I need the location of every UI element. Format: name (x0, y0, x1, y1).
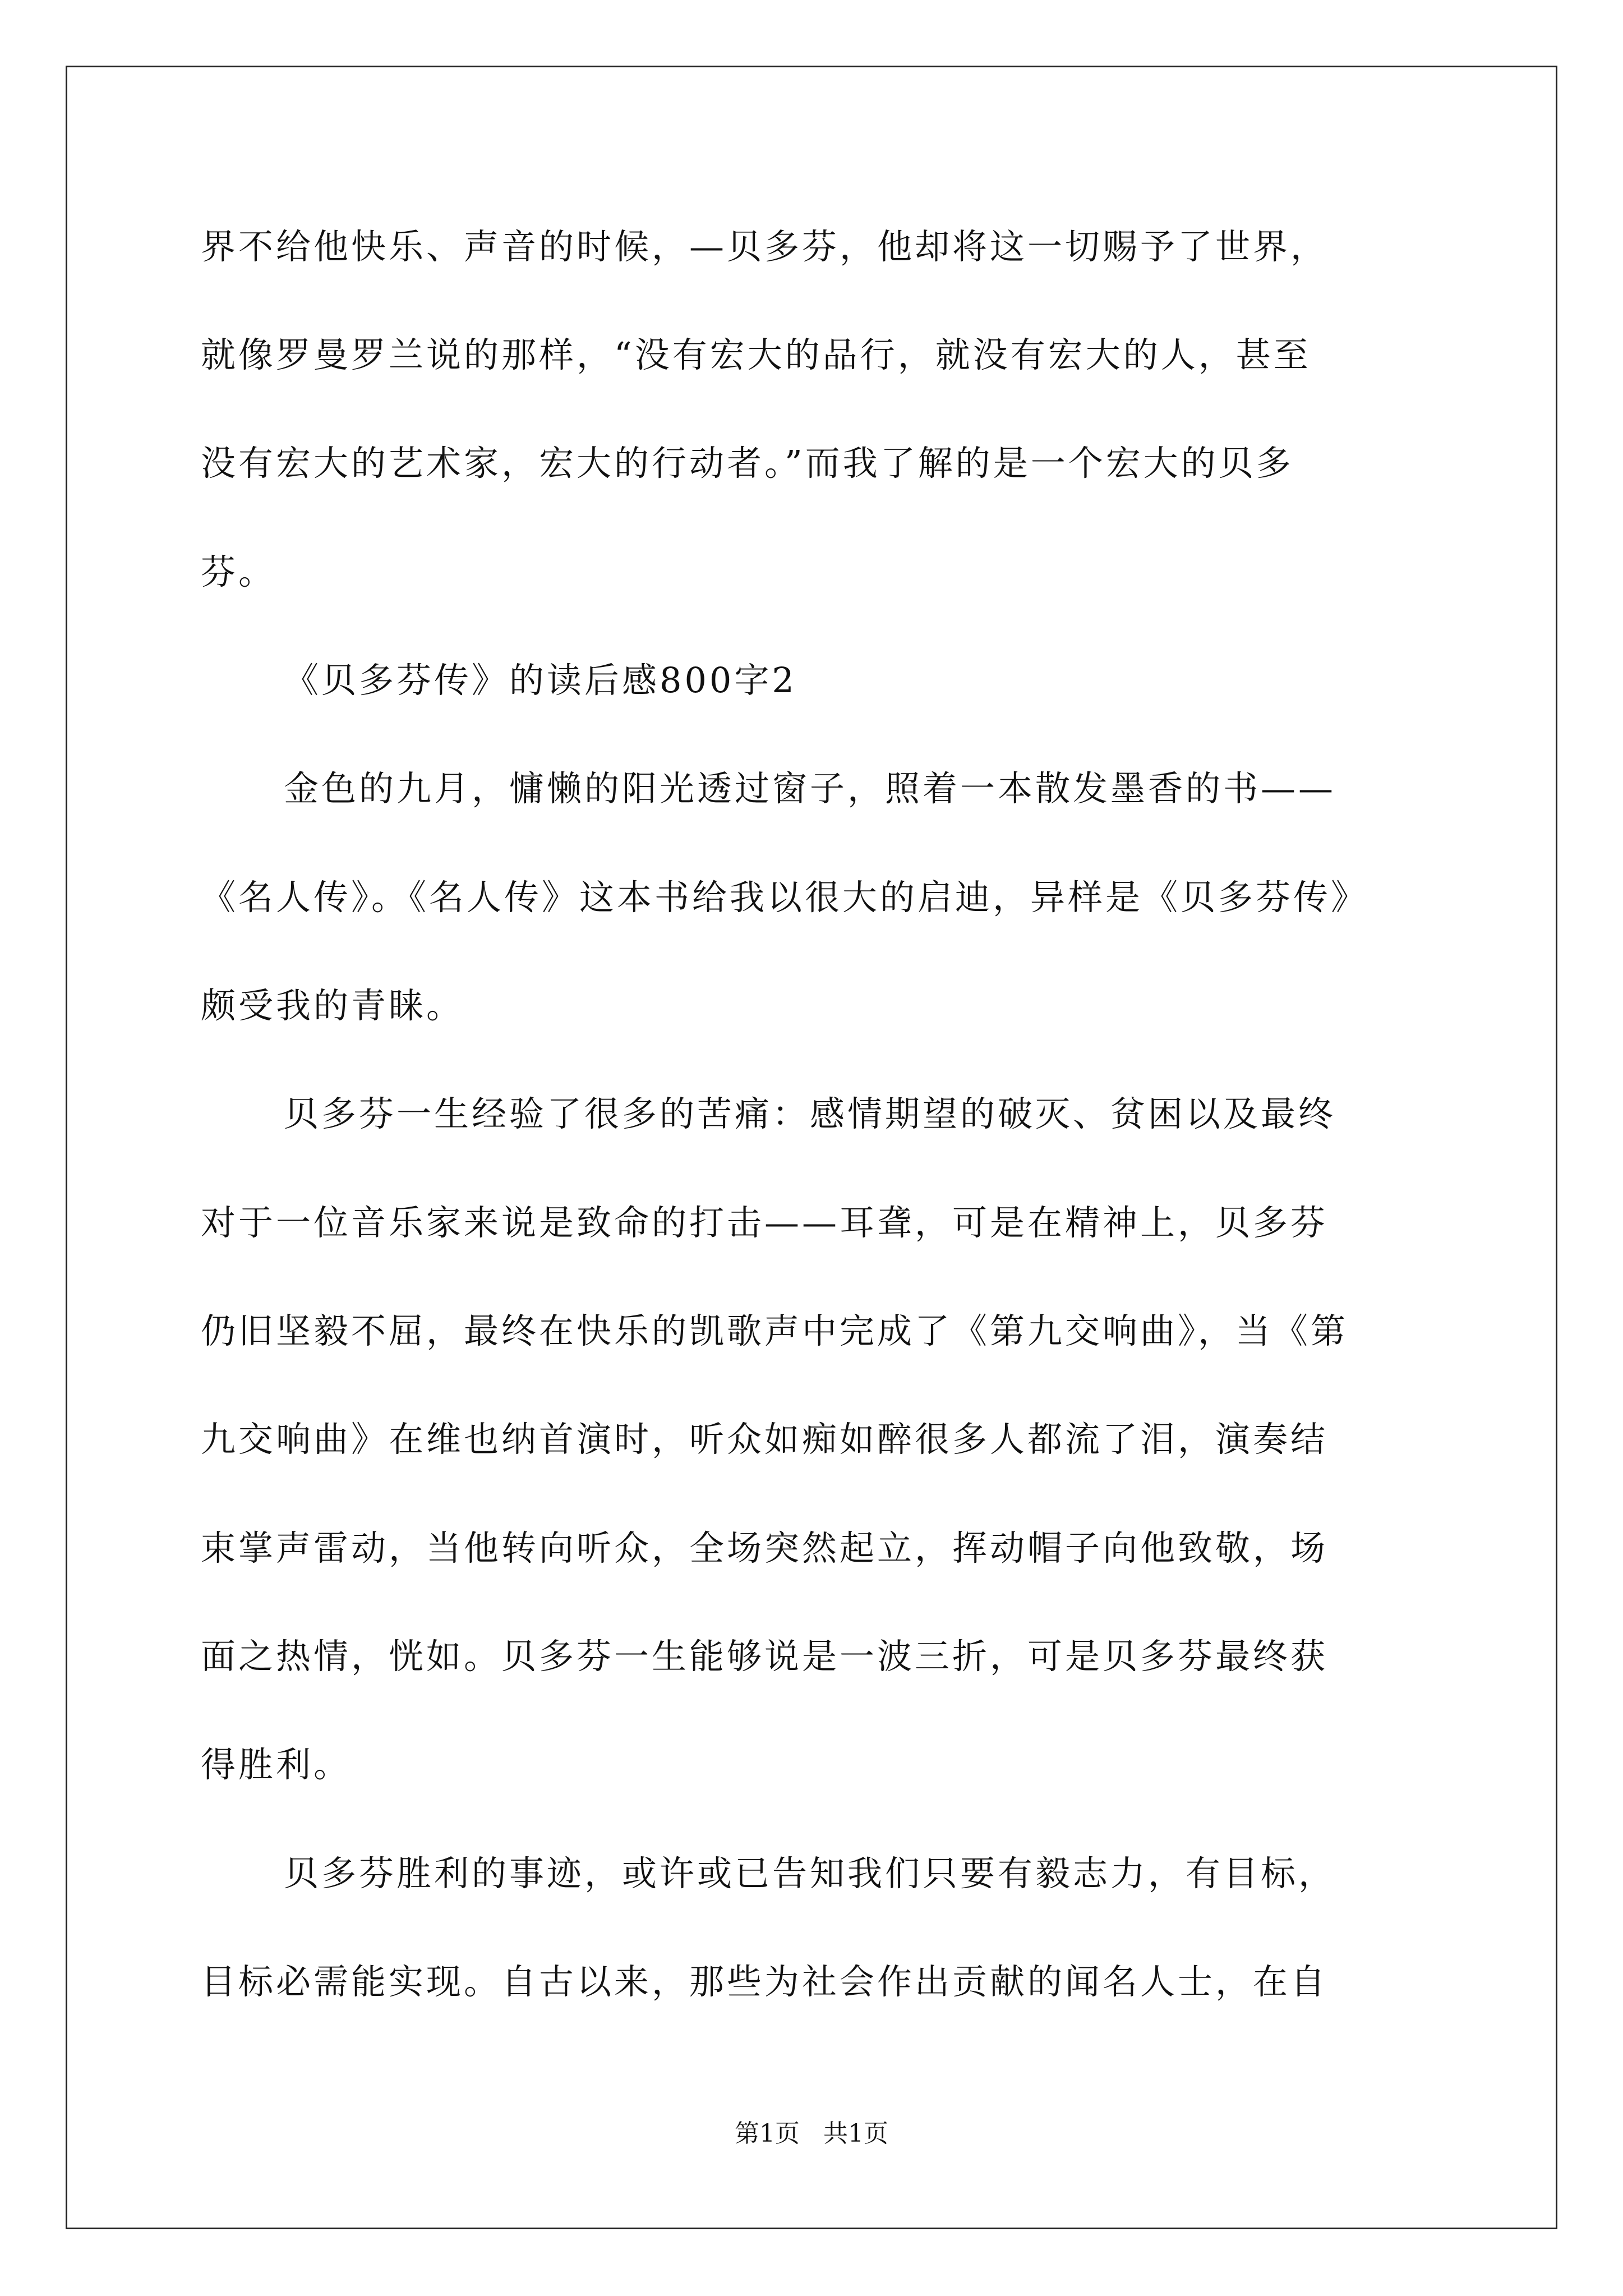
page-border (66, 66, 1557, 2229)
page-footer: 第1页 共1页 (735, 2119, 888, 2148)
text-line: 芬。 (201, 551, 276, 592)
text-line: 目标必需能实现。自古以来，那些为社会作出贡献的闻名人士，在自 (201, 1961, 1329, 2002)
text-line: 颇受我的青睐。 (201, 985, 464, 1026)
text-line: 对于一位音乐家来说是致命的打击——耳聋，可是在精神上，贝多芬 (201, 1202, 1329, 1243)
text-line: 界不给他快乐、声音的时候，—贝多芬，他却将这一切赐予了世界， (201, 226, 1329, 267)
text-line: 没有宏大的艺术家，宏大的行动者。”而我了解的是一个宏大的贝多 (201, 443, 1294, 484)
section-heading: 《贝多芬传》的读后感800字2 (284, 660, 797, 701)
text-line: 《名人传》。《名人传》这本书给我以很大的启迪，异样是《贝多芬传》 (201, 877, 1369, 918)
text-line: 仍旧坚毅不屈，最终在快乐的凯歌声中完成了《第九交响曲》，当《第 (201, 1310, 1349, 1351)
paragraph-start: 贝多芬胜利的事迹，或许或已告知我们只要有毅志力，有目标， (284, 1853, 1336, 1894)
paragraph-start: 贝多芬一生经验了很多的苦痛：感情期望的破灭、贫困以及最终 (284, 1093, 1336, 1134)
text-line: 九交响曲》在维也纳首演时，听众如痴如醉很多人都流了泪，演奏结 (201, 1419, 1329, 1460)
text-line: 束掌声雷动，当他转向听众，全场突然起立，挥动帽子向他致敬，场 (201, 1527, 1329, 1568)
text-line: 面之热情，恍如。贝多芬一生能够说是一波三折，可是贝多芬最终获 (201, 1636, 1329, 1677)
paragraph-start: 金色的九月，慵懒的阳光透过窗子，照着一本散发墨香的书—— (284, 768, 1336, 809)
text-line: 得胜利。 (201, 1744, 352, 1785)
text-line: 就像罗曼罗兰说的那样，“没有宏大的品行，就没有宏大的人，甚至 (201, 334, 1311, 375)
